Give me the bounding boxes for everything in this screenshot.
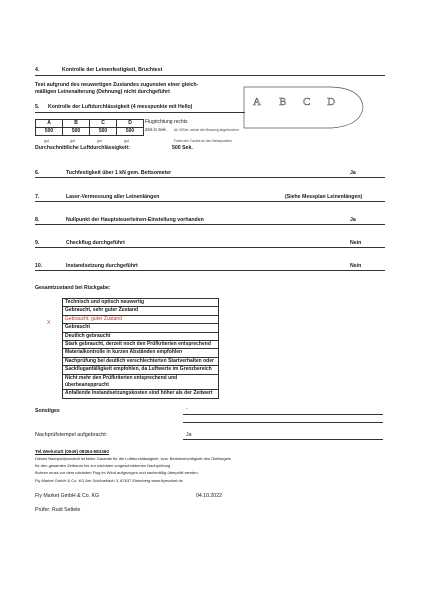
condition-item: Stark gebraucht, derzeit noch den Prüfkriterien entsprechend	[63, 341, 218, 349]
s4-desc-line2: mäßigen Leinenalterung (Dehnung) nicht durchgeführt	[35, 89, 170, 95]
disclaimer-line-2: für den gesamten Zeitraum bis zur nächsten vorgeschriebenen Nachprüfung	[35, 463, 171, 468]
s9-rule	[35, 247, 385, 248]
s5-rule	[35, 112, 245, 113]
shape-label-a: A	[253, 96, 261, 108]
s9-title: Checkflug durchgeführt	[66, 240, 125, 246]
condition-item: Sackfluganfälligkeit empfohlen, da Luftwerte im Grenzbereich	[63, 366, 218, 374]
point-a-value: 500	[36, 128, 63, 136]
flight-direction: Flugrichtung rechts	[145, 119, 188, 125]
s7-number: 7.	[35, 194, 40, 200]
avg-permeability-label: Durchschnittliche Luftdurchlässigkeit:	[35, 145, 130, 151]
overall-condition-title: Gesamtzustand bei Rückgabe:	[35, 285, 111, 291]
s9-number: 9.	[35, 240, 40, 246]
s10-rule	[35, 270, 385, 271]
shape-label-c: C	[303, 96, 311, 108]
measurement-table	[35, 119, 144, 136]
condition-item: Anfallende Instandsetzungskosten sind höher als der Zeitwert	[63, 390, 218, 398]
wing-outline-drawing	[243, 85, 365, 130]
s6-value: Ja	[350, 170, 356, 176]
point-d-grade: gut	[124, 139, 129, 143]
condition-item: Deutlich gebraucht	[63, 333, 218, 341]
color-note: Farbe des Tuches an den Messpunkten	[174, 139, 232, 143]
s8-rule	[35, 224, 385, 225]
misc-label: Sonstiges	[35, 408, 60, 414]
s6-title: Tuchfestigkeit über 1 kN gem. Bettsometer	[66, 170, 172, 176]
s7-title: Laser-Vermessung aller Leinenlängen	[66, 194, 160, 200]
shape-label-d: D	[327, 96, 335, 108]
s10-title: Instandsetzung durchgeführt	[66, 263, 138, 269]
s6-number: 6.	[35, 170, 40, 176]
condition-item: Technisch und optisch neuwertig	[63, 299, 218, 307]
misc-rule-1	[183, 414, 383, 415]
selected-condition-mark: X	[47, 320, 51, 326]
s8-title: Nullpunkt der Hauptsteuerleinen-Einstellung vorhanden	[66, 217, 204, 223]
condition-item-selected: Gebraucht, guter Zustand	[63, 316, 218, 324]
condition-item: Nicht mehr den Prüfkriterien entsprechend und überbeanspprucht	[63, 375, 218, 391]
s4-rule	[35, 75, 385, 76]
misc-rule-2	[183, 422, 383, 423]
point-c-grade: gut	[97, 139, 102, 143]
point-b-grade: gut	[70, 139, 75, 143]
s5-title: Kontrolle der Luftdurchlässigkeit (4 messpunkte mit Hello)	[48, 104, 193, 110]
point-a-grade: gut	[44, 139, 49, 143]
stamp-rule	[183, 439, 383, 440]
s8-value: Ja	[350, 217, 356, 223]
stamp-value: Ja	[186, 432, 192, 438]
condition-item: Gebraucht, sehr guter Zustand	[63, 307, 218, 315]
point-d-header: D	[117, 120, 144, 128]
condition-list	[62, 298, 219, 399]
report-date: 04.10.2022	[196, 493, 222, 499]
inspector-name: Prüfer: Rudi Settele	[35, 507, 81, 513]
point-d-value: 500	[117, 128, 144, 136]
s8-number: 8.	[35, 217, 40, 223]
abort-note: Ab 30Sek. wurde die Messung abgebrochen	[174, 128, 239, 132]
condition-item: Gebraucht	[63, 324, 218, 332]
disclaimer-line-3: Bohren muss vor dem nächsten Flug im Wind aufgezogen und sachmäßig überprüft werden.	[35, 470, 199, 475]
stamp-label: Nachprüfstempel aufgebracht:	[35, 432, 108, 438]
s4-desc-line1: Test aufgrund des neuwertigen Zustandes zugunsten einer gleich-	[35, 82, 199, 88]
company-address: Fly Market GmbH & Co. KG Am Schönebach 3, 87637 Eisenberg www.flymarket.de	[35, 478, 183, 483]
avg-permeability-value: 500 Sek.	[172, 145, 193, 151]
s4-title: Kontrolle der Leinenfestigkeit, Bruchtest	[62, 67, 163, 73]
s5-number: 5.	[35, 104, 40, 110]
point-c-header: C	[90, 120, 117, 128]
point-b-header: B	[63, 120, 90, 128]
s10-number: 10.	[35, 263, 43, 269]
s6-rule	[35, 177, 385, 178]
s9-value: Nein	[350, 240, 362, 246]
s7-value: (Siehe Messplan Leinenlängen)	[285, 194, 363, 200]
disclaimer-line-1: Dieses Nachprüfprotokoll ist keine Garantie für die Luftdurchlässigkeit, bzw. Betriebstüchtigkeit des Gleitsegels	[35, 456, 231, 461]
s10-value: Nein	[350, 263, 362, 269]
condition-item: Materialkontrolle in kurzen Abständen empfohlen	[63, 349, 218, 357]
company-name: Fly Market GmbH & Co. KG	[35, 493, 99, 499]
misc-value: -	[186, 406, 188, 412]
workshop-phone: Tel.Werkstatt (0049) 08364-983360	[35, 449, 109, 454]
s7-rule	[35, 201, 385, 202]
time-unit-label: Zeit in Sek.	[145, 127, 167, 132]
condition-item: Nachprüfung bei deutlich verschlechterten Startverhalten oder	[63, 358, 218, 366]
point-b-value: 500	[63, 128, 90, 136]
s4-number: 4.	[35, 67, 40, 73]
point-c-value: 500	[90, 128, 117, 136]
shape-label-b: B	[279, 96, 287, 108]
point-a-header: A	[36, 120, 63, 128]
